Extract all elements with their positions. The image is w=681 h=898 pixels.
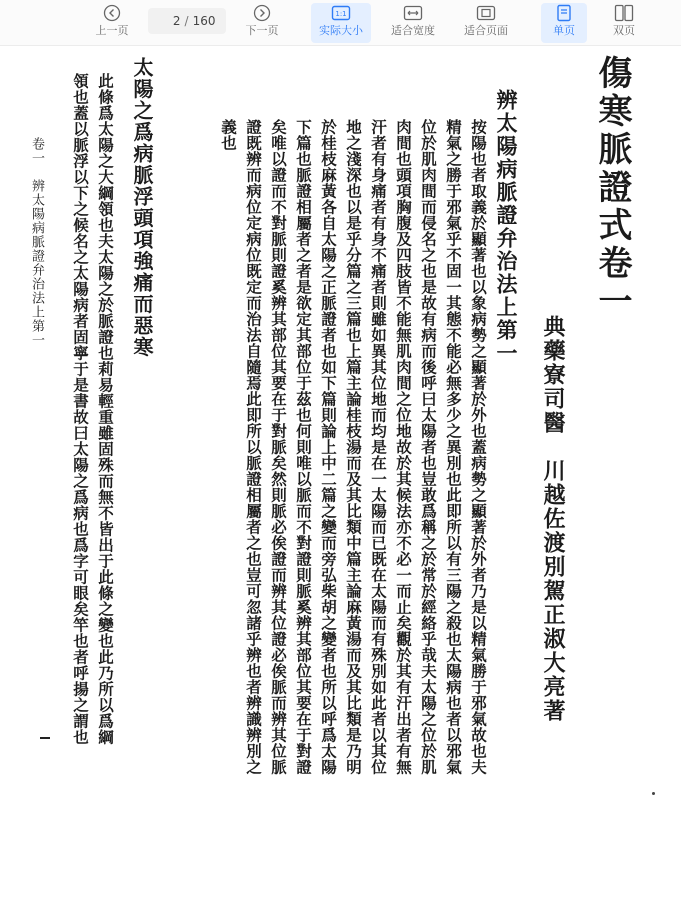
page-separator: / — [184, 14, 189, 28]
commentary-line: 領也蓋以脈浮以下之候名之太陽病者固寧于是書故曰太陽之爲病也爲字可眼矣竿也者呼揚之謂也 — [71, 73, 90, 745]
document-page — [0, 47, 681, 898]
single-page-icon — [556, 3, 572, 23]
actual-size-icon — [331, 3, 351, 23]
body-line: 肉間也頭項胸腹及四肢皆不能無肌肉間之位地故於其候法亦不必一而止矣觀於其有汗出者有無 — [394, 119, 413, 775]
section-title: 辨太陽病脈證弁治法上第一 — [494, 89, 519, 365]
single-page-button[interactable] — [541, 3, 587, 43]
fit-width-icon — [403, 3, 423, 23]
fit-width-button[interactable] — [383, 3, 443, 43]
single-page-label: 单页 — [553, 24, 575, 37]
body-line: 按陽也者取義於顯著也以象病勢之顯著於外也蓋病勢之顯著於外者乃是以精氣勝于邪氣故也夫 — [469, 119, 488, 775]
fit-page-label: 适合页面 — [464, 24, 508, 37]
prev-page-label: 上一页 — [95, 24, 129, 37]
folio-mark — [40, 737, 50, 739]
scan-speck — [652, 792, 655, 795]
page-indicator — [148, 8, 226, 34]
body-line: 證既辨而病位定病位既定而治法自隨焉此即所以脈證相屬者之也豈可忽諸乎辨也者辨識辨別之 — [244, 119, 263, 775]
double-page-button[interactable] — [601, 3, 647, 43]
fit-width-label: 适合宽度 — [391, 24, 435, 37]
chevron-left-circle-icon — [103, 3, 121, 23]
book-title: 傷寒脈證式卷一 — [592, 55, 632, 321]
page-total: 160 — [192, 14, 216, 28]
next-page-label: 下一页 — [245, 24, 279, 37]
body-line: 汗者有身痛者有身不痛者則雖如異其位地而均是在一太陽而已既在太陽而有殊別如此者以其位 — [369, 119, 388, 775]
body-line: 於桂枝麻黃各自太陽之正脈證者也如下篇則論上中二篇之變而旁弘柴胡之變者也所以呼爲太陽 — [319, 119, 338, 775]
next-page-button[interactable] — [238, 3, 286, 43]
body-line: 精氣之勝于邪氣乎不固一其態不能必無多少之異別也此即所以有三陽之殺也太陽病也者以邪氣 — [444, 119, 463, 775]
body-line: 地之淺深也以是乎分篇之三篇也上篇主論桂枝湯而及其比類中篇主論麻黃湯而及其比類是乃明 — [344, 119, 363, 775]
commentary-line: 此條爲太陽之大綱領也夫太陽之於脈證也莉易輕重雖固殊而無不皆出于此條之變也此乃所以爲綱 — [96, 73, 115, 745]
prev-page-button[interactable] — [88, 3, 136, 43]
author-line: 典藥寮司醫 川越佐渡別駕正淑大亮著 — [540, 315, 566, 723]
double-page-label: 双页 — [613, 24, 635, 37]
actual-size-label: 实际大小 — [319, 24, 363, 37]
clause-heading: 太陽之爲病脈浮頭項強痛而惡寒 — [130, 57, 154, 358]
body-line: 下篇也脈證相屬者之者是欲定其部位于茲也何則唯以脈而不對證則脈奚辨其部位其要在于對證 — [294, 119, 313, 775]
svg-text:1:1: 1:1 — [335, 10, 347, 18]
fit-page-icon — [476, 3, 496, 23]
actual-size-button[interactable] — [311, 3, 371, 43]
body-line: 位於肌肉間而侵名之也是故有病而後呼曰太陽者也豈敢爲稱之於常於經絡乎哉夫太陽之位於肌 — [419, 119, 438, 775]
page-footer: 卷一 辨太陽病脈證弁治法上第一 — [29, 137, 44, 347]
chevron-right-circle-icon — [253, 3, 271, 23]
body-line: 義也 — [219, 119, 238, 151]
fit-page-button[interactable] — [456, 3, 516, 43]
viewer-toolbar — [0, 0, 681, 46]
page-number-input[interactable] — [159, 14, 181, 28]
body-line: 矣唯以證而不對脈則證奚辨其部位其要在于對脈矣然則脈必俟證而辨其位證必俟脈而辨其位脈 — [269, 119, 288, 775]
double-page-icon — [614, 3, 634, 23]
